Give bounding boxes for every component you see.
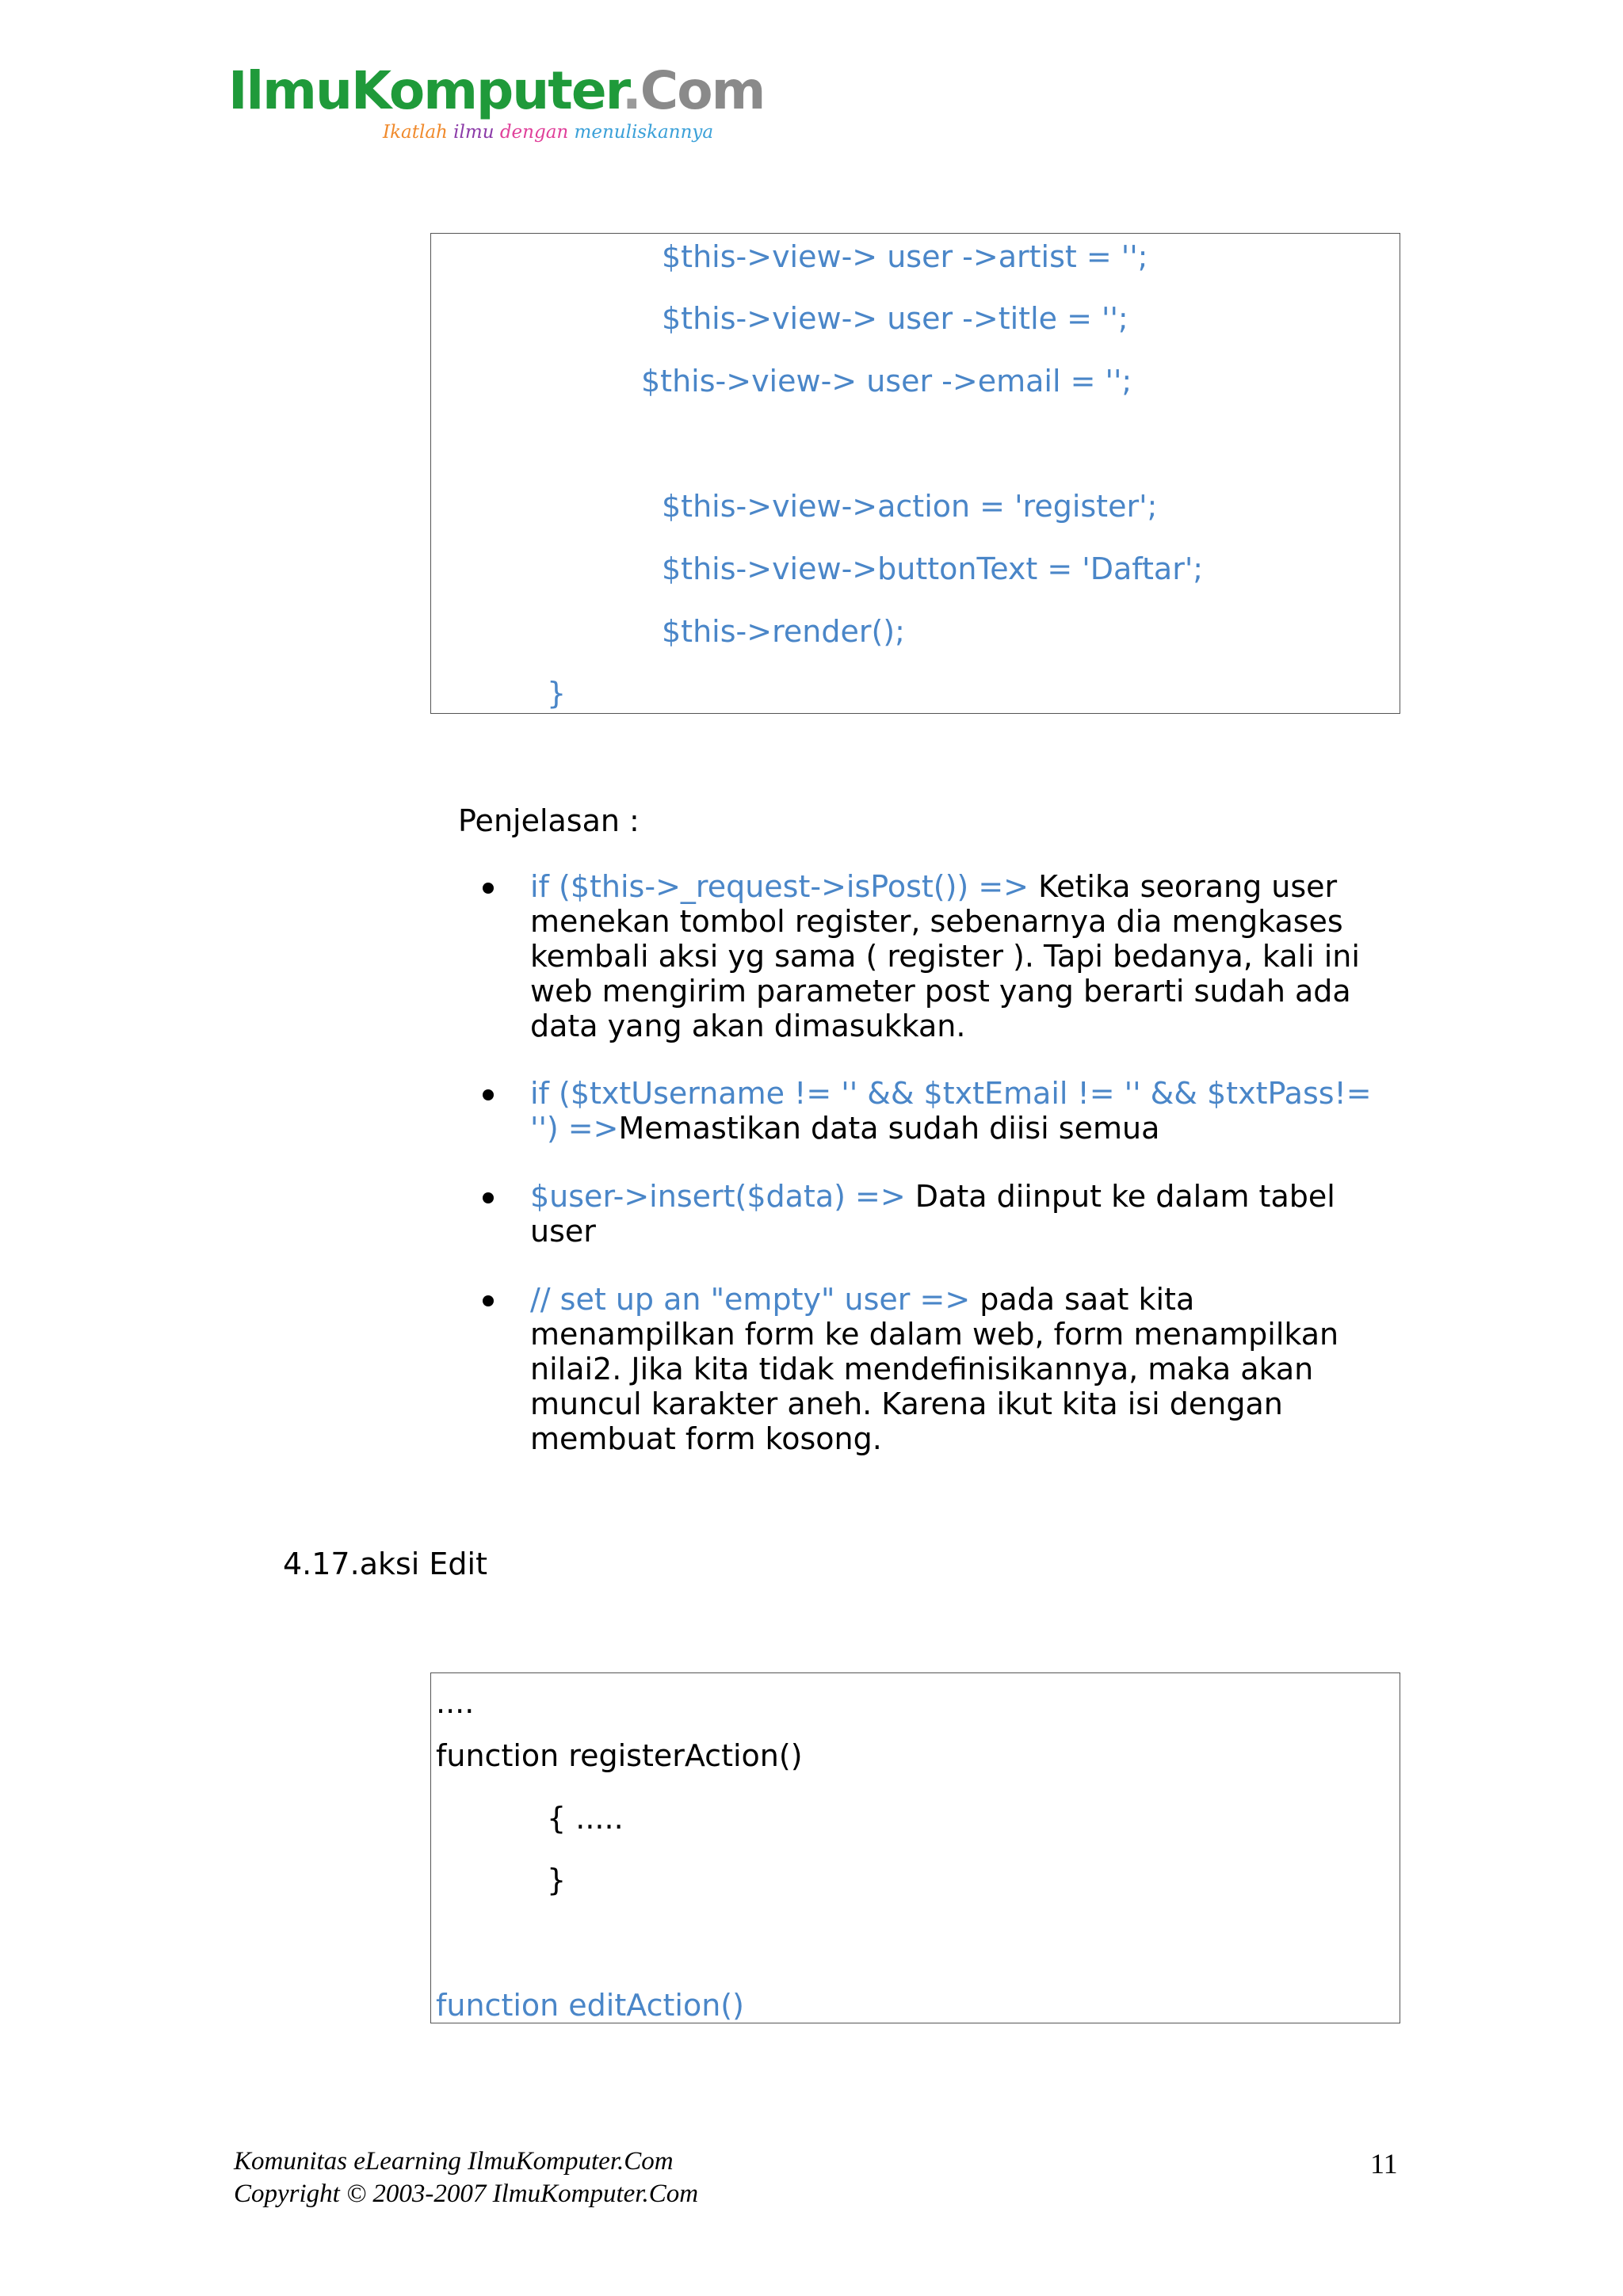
list-item-line: data yang akan dimasukkan. — [530, 1009, 966, 1043]
footer-community: Komunitas eLearning IlmuKomputer.Com — [234, 2147, 674, 2176]
bullet-icon — [483, 1295, 494, 1306]
code-line: $this->view-> user ->artist = ''; — [662, 239, 1148, 274]
list-item-line: muncul karakter aneh. Karena ikut kita isi dengan — [530, 1386, 1283, 1421]
list-item-line: menekan tombol register, sebenarnya dia mengkases — [530, 904, 1343, 939]
page-number: 11 — [1370, 2148, 1398, 2180]
list-item-line: nilai2. Jika kita tidak mendefinisikannya, maka akan — [530, 1352, 1314, 1386]
footer-copyright: Copyright © 2003-2007 IlmuKomputer.Com — [234, 2180, 699, 2208]
code-line: $this->view-> user ->title = ''; — [662, 301, 1128, 336]
code-line: $this->view-> user ->email = ''; — [641, 364, 1132, 399]
code-line: } — [547, 676, 567, 711]
list-item-line: web mengirim parameter post yang berarti sudah ada — [530, 974, 1351, 1009]
section-heading: 4.17.aksi Edit — [283, 1547, 488, 1581]
code-block-register — [430, 233, 1400, 714]
code-line: $this->view->action = 'register'; — [662, 489, 1158, 524]
explanation-heading: Penjelasan : — [458, 803, 640, 838]
code-line: function editAction() — [436, 1988, 744, 2023]
code-block-edit — [430, 1672, 1400, 2023]
list-item-line: menampilkan form ke dalam web, form menampilkan — [530, 1317, 1339, 1352]
list-item: $user->insert($data) => Data diinput ke dalam tabel — [530, 1179, 1335, 1214]
site-logo — [228, 60, 765, 160]
bullet-icon — [483, 883, 494, 894]
list-item: if ($txtUsername != '' && $txtEmail != '' && $txtPass!= — [530, 1076, 1372, 1111]
list-item: // set up an "empty" user => pada saat kita — [530, 1282, 1195, 1317]
logo-tagline: Ikatlah ilmu dengan menuliskannya — [383, 122, 714, 143]
code-line: function registerAction() — [436, 1738, 803, 1773]
list-item-line: kembali aksi yg sama ( register ). Tapi bedanya, kali ini — [530, 939, 1360, 974]
code-line: $this->render(); — [662, 614, 905, 649]
code-line: { ..... — [547, 1801, 624, 1836]
code-line: $this->view->buttonText = 'Daftar'; — [662, 551, 1204, 586]
list-item-line: user — [530, 1214, 596, 1249]
logo-name: IlmuKomputer.Com — [228, 60, 765, 121]
list-item: if ($this->_request->isPost()) => Ketika seorang user — [530, 869, 1338, 904]
list-item-line: '') =>Memastikan data sudah diisi semua — [530, 1111, 1160, 1146]
code-line: .... — [436, 1685, 475, 1720]
code-line: } — [547, 1863, 567, 1897]
bullet-icon — [483, 1192, 494, 1203]
bullet-icon — [483, 1089, 494, 1100]
list-item-line: membuat form kosong. — [530, 1421, 882, 1456]
